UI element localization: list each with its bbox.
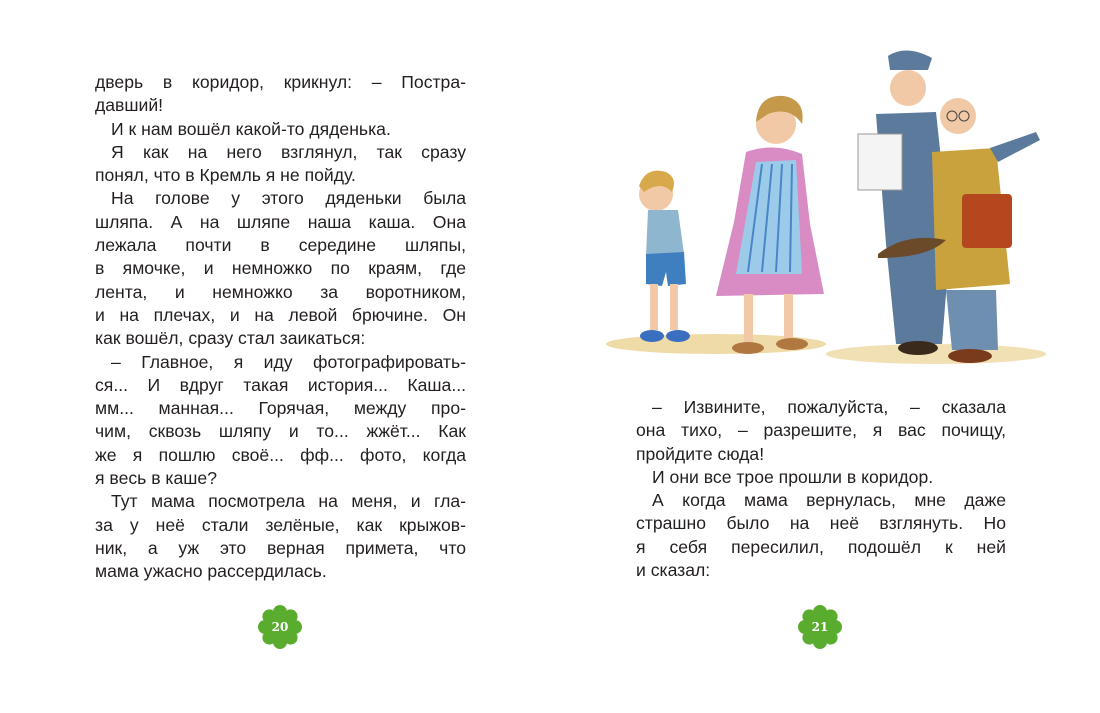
- text-line: лежала почти в середине шляпы,: [95, 235, 466, 256]
- right-page-text: [636, 396, 1006, 582]
- text-line: и сказал:: [636, 560, 711, 581]
- left-page-text: [95, 71, 466, 584]
- text-line: как вошёл, сразу стал заикаться:: [95, 328, 366, 349]
- text-line: лента, и немножко за воротником,: [95, 281, 466, 302]
- text-line: страшно было на неё взглянуть. Но: [636, 513, 1006, 534]
- page-number: 21: [811, 620, 829, 634]
- right-page: [550, 0, 1100, 713]
- text-line: ник, а уж это верная примета, что: [95, 537, 466, 558]
- page-number-badge: [257, 604, 303, 650]
- text-line: я себя пересилил, подошёл к ней: [636, 536, 1006, 557]
- text-line: пройдите сюда!: [636, 443, 765, 464]
- text-line: мама ужасно рассердилась.: [95, 561, 327, 582]
- text-line: – Главное, я иду фотографировать-: [111, 351, 466, 372]
- text-line: понял, что в Кремль я не пойду.: [95, 165, 356, 186]
- text-line: На голове у этого дяденьки была: [111, 188, 466, 209]
- text-line: чим, сквозь шляпу и то... жжёт... Как: [95, 421, 466, 442]
- page-number-badge: [797, 604, 843, 650]
- text-line: А когда мама вернулась, мне даже: [652, 490, 1006, 511]
- story-illustration: [606, 44, 1046, 374]
- mother-figure: [716, 96, 824, 354]
- page-number: 20: [271, 620, 289, 634]
- text-line: я весь в каше?: [95, 468, 217, 489]
- text-line: И они все трое прошли в коридор.: [652, 466, 934, 487]
- text-line: шляпа. А на шляпе наша каша. Она: [95, 211, 466, 232]
- boy-figure: [639, 171, 690, 342]
- illustration-image: [606, 44, 1046, 374]
- text-line: мм... манная... Горячая, между про-: [95, 398, 466, 419]
- text-line: И к нам вошёл какой-то дяденька.: [111, 118, 391, 139]
- text-line: она тихо, – разрешите, я вас почищу,: [636, 420, 1006, 441]
- text-line: давший!: [95, 95, 164, 116]
- text-line: Тут мама посмотрела на меня, и гла-: [111, 491, 466, 512]
- text-line: – Извините, пожалуйста, – сказала: [652, 397, 1006, 417]
- text-line: в ямочке, и немножко по краям, где: [95, 258, 466, 279]
- text-line: Я как на него взглянул, так сразу: [111, 141, 466, 162]
- text-line: дверь в коридор, крикнул: – Постра-: [95, 72, 466, 92]
- text-line: же я пошлю своё... фф... фото, когда: [95, 444, 466, 465]
- text-line: и на плечах, и на левой брючине. Он: [95, 304, 466, 325]
- text-line: за у неё стали зелёные, как крыжов-: [95, 514, 466, 535]
- text-line: ся... И вдруг такая история... Каша...: [95, 374, 466, 395]
